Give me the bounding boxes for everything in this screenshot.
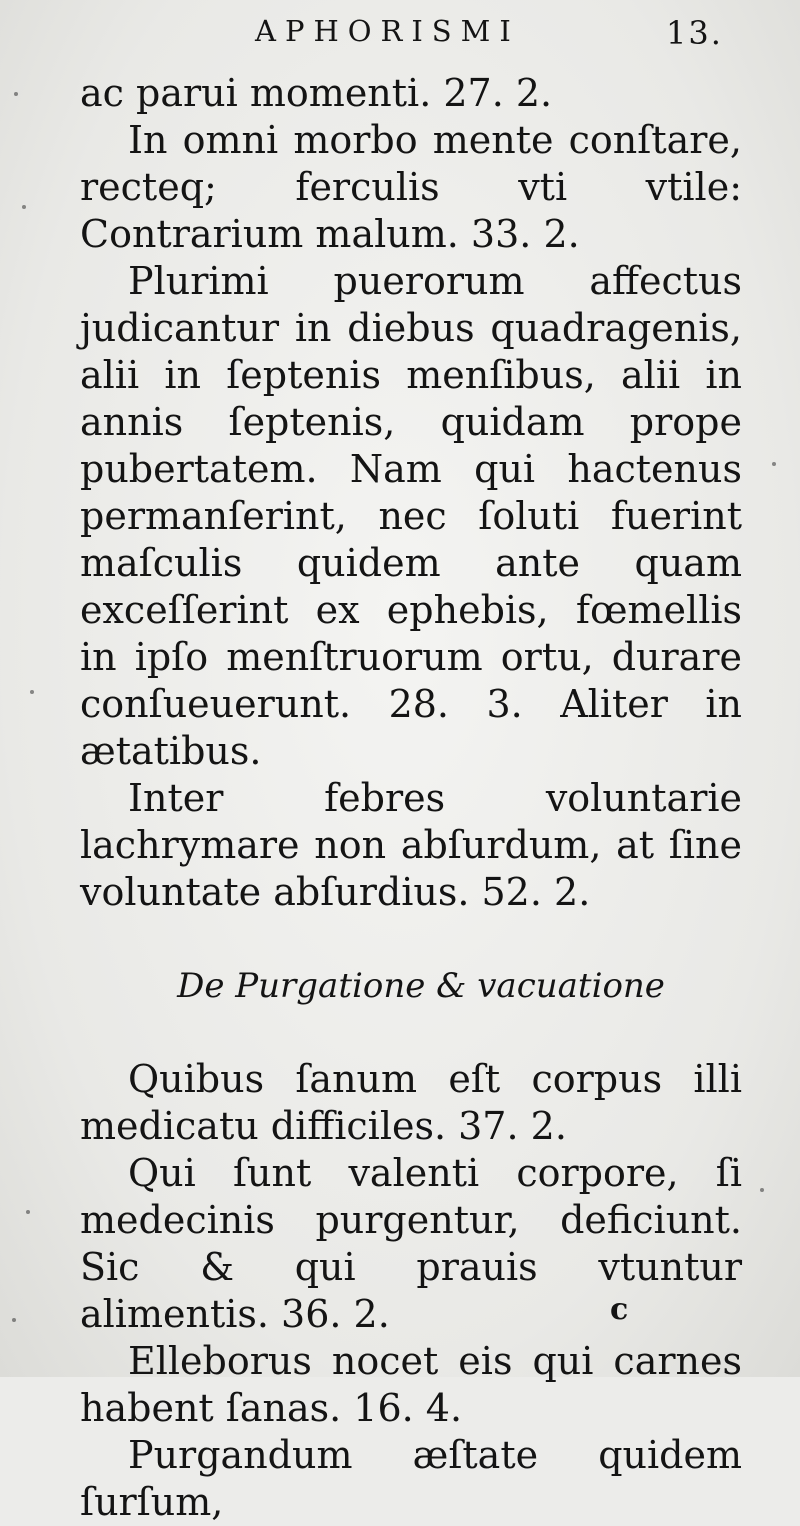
aphorism-paragraph: Quibus ſanum eſt corpus illi medicatu difficiles. 37. 2. [80, 1057, 742, 1148]
aphorism-paragraph: ac parui momenti. 27. 2. [80, 71, 553, 115]
paper-speck [760, 1188, 764, 1192]
paper-speck [22, 205, 26, 209]
aphorism-paragraph: In omni morbo mente conſtare, recteq; ferculis vti vtile: Contrarium malum. 33. 2. [80, 118, 742, 256]
aphorism-paragraph: Plurimi puerorum affectus judicantur in diebus quadragenis, alii in ſeptenis menſibus, alii in annis ſeptenis, quidam prope pubertatem. Nam qui hactenus permanſerint, nec ſoluti fuerint maſculis quidem ante quam exceſſerint ex ephebis, fœmellis in ipſo menſtruorum ortu, durare conſueuerunt. 28. 3. Aliter in ætatibus. [80, 259, 742, 773]
aphorism-paragraph: Elleborus nocet eis qui carnes habent ſanas. 16. 4. [80, 1339, 742, 1430]
aphorism-paragraph: Inter febres voluntarie lachrymare non abſurdum, at ſine voluntate abſurdius. 52. 2. [80, 776, 742, 914]
aphorism-paragraph: Purgandum æſtate quidem ſurſum, [80, 1433, 742, 1524]
page-header [0, 14, 800, 58]
paper-speck [772, 462, 776, 466]
page-number: 13. [666, 14, 723, 52]
paper-speck [26, 1210, 30, 1214]
paper-speck [12, 1318, 16, 1322]
running-title: APHORISMI [255, 14, 520, 48]
paper-speck [30, 690, 34, 694]
paper-speck [14, 92, 18, 96]
signature-mark: c [610, 1292, 629, 1327]
aphorism-paragraph: Qui ſunt valenti corpore, ſi medecinis purgentur, deficiunt. Sic & qui prauis vtuntur alimentis. 36. 2. [80, 1151, 742, 1336]
section-heading: De Purgatione & vacuatione [177, 966, 665, 1006]
text-block [80, 70, 742, 1526]
